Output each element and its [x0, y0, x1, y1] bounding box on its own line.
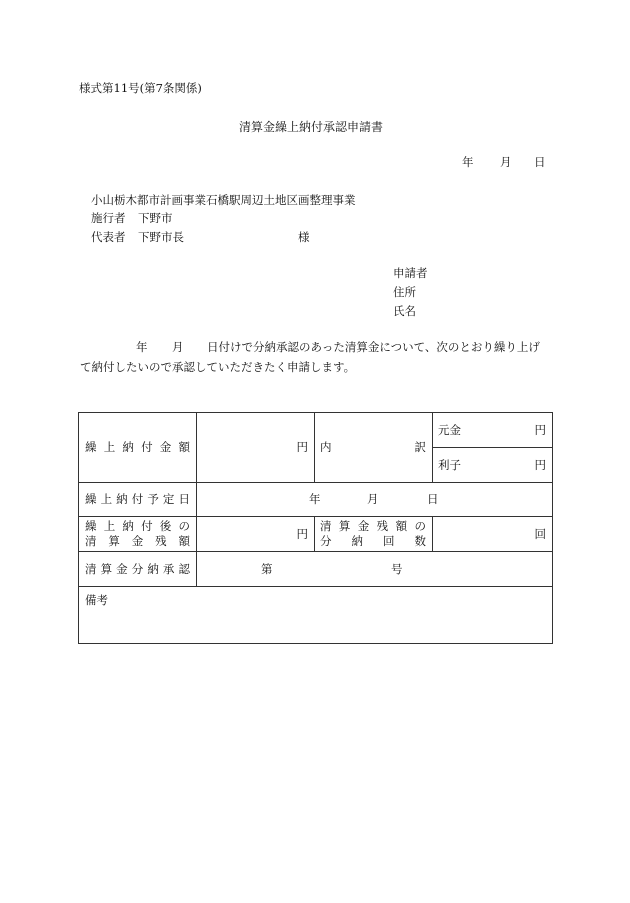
application-table [78, 412, 553, 644]
interest-label: 利子 [438, 458, 461, 472]
scheduled-month: 月 [367, 492, 379, 506]
address-label: 住所 [393, 285, 416, 299]
form-number: 様式第11号(第7条関係) [79, 81, 202, 95]
executor-label: 施行者 [91, 211, 126, 225]
remaining-balance-unit: 円 [296, 527, 308, 541]
interest-unit: 円 [534, 458, 546, 472]
executor-value: 下野市 [138, 211, 173, 225]
approval-label: 清 算 金 分 納 承 認 [85, 562, 190, 576]
breakdown-right: 訳 [414, 440, 426, 454]
scheduled-date-label-cell [79, 483, 197, 517]
installment-count-unit: 回 [534, 527, 546, 541]
representative-value: 下野市長 [138, 230, 184, 244]
installment-count-label-cell [315, 517, 433, 552]
installment-count-label-line2: 分 納 回 数 [320, 534, 426, 548]
remaining-balance-label-line1: 繰 上 納 付 後 の [85, 519, 190, 533]
remarks-cell[interactable] [79, 587, 553, 644]
advance-payment-amount-label-cell [79, 413, 197, 483]
remaining-balance-label-cell [79, 517, 197, 552]
scheduled-date-label: 繰 上 納 付 予 定 日 [85, 492, 190, 506]
interest-cell[interactable] [433, 448, 553, 483]
date-day: 日 [534, 155, 546, 169]
breakdown-cell [315, 413, 433, 483]
principal-label: 元金 [438, 423, 461, 437]
applicant-label: 申請者 [393, 266, 428, 280]
approval-label-cell [79, 552, 197, 587]
advance-payment-amount-label: 繰 上 納 付 金 額 [85, 440, 190, 454]
principal-unit: 円 [534, 423, 546, 437]
project-name: 小山栃木都市計画事業石橋駅周辺土地区画整理事業 [91, 193, 356, 207]
remaining-balance-value[interactable] [197, 517, 315, 552]
body-year: 年 [136, 340, 148, 354]
remarks-label: 備考 [85, 593, 108, 607]
approval-number-value[interactable] [197, 552, 553, 587]
scheduled-day: 日 [427, 492, 439, 506]
date-month: 月 [500, 155, 512, 169]
representative-label: 代表者 [91, 230, 126, 244]
date-year: 年 [462, 155, 474, 169]
remaining-balance-label-line2: 清 算 金 残 額 [85, 534, 190, 548]
representative-honorific: 様 [298, 230, 310, 244]
installment-count-value[interactable] [433, 517, 553, 552]
principal-cell[interactable] [433, 413, 553, 448]
approval-prefix: 第 [261, 562, 273, 576]
approval-suffix: 号 [391, 562, 403, 576]
advance-payment-amount-value[interactable] [197, 413, 315, 483]
body-month: 月 [172, 340, 184, 354]
installment-count-label-line1: 清 算 金 残 額 の [320, 519, 426, 533]
scheduled-year: 年 [309, 492, 321, 506]
breakdown-left: 内 [320, 440, 332, 454]
name-label: 氏名 [393, 304, 416, 318]
document-title: 清算金繰上納付承認申請書 [239, 120, 384, 134]
body-line2: て納付したいので承認していただきたく申請します。 [80, 360, 356, 374]
body-line1: 日付けで分納承認のあった清算金について、次のとおり繰り上げ [207, 340, 540, 354]
yen-unit: 円 [296, 440, 308, 454]
scheduled-date-value[interactable] [197, 483, 553, 517]
